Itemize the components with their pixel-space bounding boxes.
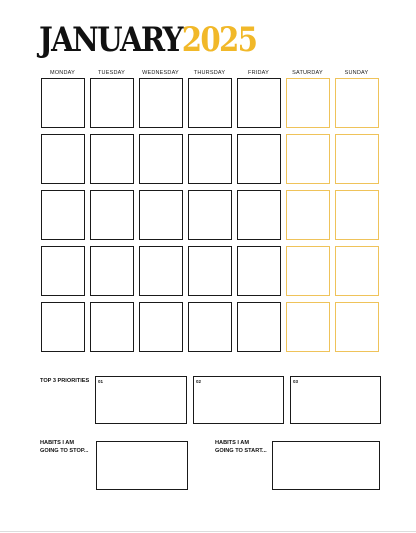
day-cell-friday[interactable] [237,78,281,128]
day-cell-saturday[interactable] [286,78,330,128]
habits-start-box[interactable] [272,441,380,490]
day-cell-saturday[interactable] [286,246,330,296]
day-cell-tuesday[interactable] [90,190,134,240]
day-cell-wednesday[interactable] [139,190,183,240]
day-cell-thursday[interactable] [188,134,232,184]
habits-start-line2: GOING TO START... [215,448,267,454]
priority-number: 01 [98,379,104,384]
day-cell-saturday[interactable] [286,302,330,352]
day-cell-saturday[interactable] [286,134,330,184]
day-cell-monday[interactable] [41,190,85,240]
day-cell-wednesday[interactable] [139,78,183,128]
day-cell-monday[interactable] [41,78,85,128]
page-title [39,20,256,60]
day-header-thursday: THURSDAY [193,70,226,76]
day-cell-sunday[interactable] [335,246,379,296]
day-cell-tuesday[interactable] [90,134,134,184]
habits-stop-line1: HABITS I AM [40,440,74,446]
habits-stop-line2: GOING TO STOP... [40,448,89,454]
title-year: 2025 [181,20,257,60]
day-cell-friday[interactable] [237,302,281,352]
day-cell-sunday[interactable] [335,302,379,352]
day-cell-tuesday[interactable] [90,246,134,296]
day-header-monday: MONDAY [50,70,75,76]
title-month: JANUARY [39,20,182,60]
priority-box-2[interactable] [193,376,284,424]
priority-number: 03 [293,379,299,384]
priorities-label: TOP 3 PRIORITIES [40,378,90,384]
day-cell-sunday[interactable] [335,134,379,184]
day-cell-monday[interactable] [41,246,85,296]
day-cell-thursday[interactable] [188,246,232,296]
day-cell-saturday[interactable] [286,190,330,240]
day-header-sunday: SUNDAY [344,70,369,76]
day-cell-thursday[interactable] [188,78,232,128]
day-cell-thursday[interactable] [188,302,232,352]
habits-start-label [215,439,267,455]
habits-stop-box[interactable] [96,441,188,490]
day-cell-monday[interactable] [41,302,85,352]
day-cell-friday[interactable] [237,134,281,184]
day-cell-friday[interactable] [237,246,281,296]
day-header-wednesday: WEDNESDAY [142,70,179,76]
priority-box-3[interactable] [290,376,381,424]
priority-box-1[interactable] [95,376,187,424]
day-cell-tuesday[interactable] [90,78,134,128]
day-cell-monday[interactable] [41,134,85,184]
day-cell-friday[interactable] [237,190,281,240]
day-cell-wednesday[interactable] [139,302,183,352]
page-edge-divider [0,531,416,532]
day-cell-sunday[interactable] [335,78,379,128]
priority-number: 02 [196,379,202,384]
day-header-friday: FRIDAY [248,70,269,76]
day-header-tuesday: TUESDAY [98,70,125,76]
day-cell-thursday[interactable] [188,190,232,240]
day-cell-wednesday[interactable] [139,246,183,296]
day-cell-sunday[interactable] [335,190,379,240]
day-header-saturday: SATURDAY [292,70,323,76]
day-cell-tuesday[interactable] [90,302,134,352]
day-cell-wednesday[interactable] [139,134,183,184]
habits-start-line1: HABITS I AM [215,440,249,446]
habits-stop-label [40,439,89,455]
